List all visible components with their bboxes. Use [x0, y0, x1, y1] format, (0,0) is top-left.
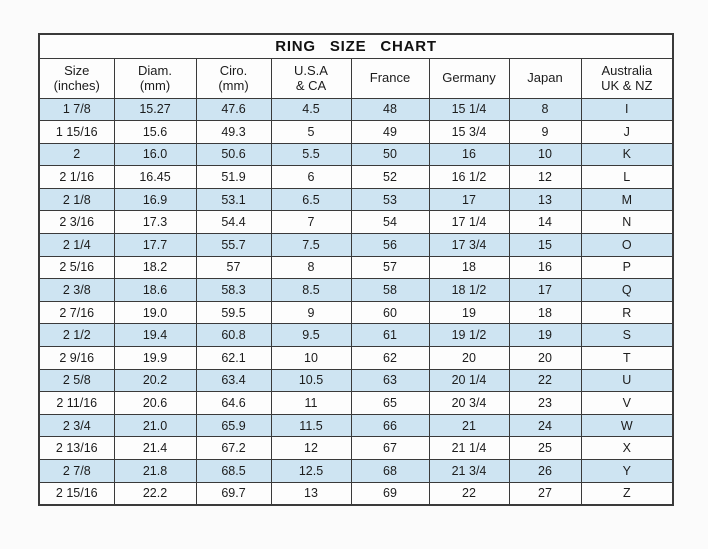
cell-australia-uk-nz: I — [581, 98, 673, 121]
cell-diameter-mm: 21.0 — [114, 414, 196, 437]
header-row — [39, 58, 673, 98]
cell-japan: 17 — [509, 279, 581, 302]
column-header-germany — [429, 58, 509, 98]
cell-france: 56 — [351, 234, 429, 257]
cell-size-inches: 2 1/16 — [39, 166, 114, 189]
cell-france: 66 — [351, 414, 429, 437]
table-row — [39, 234, 673, 257]
table-row — [39, 211, 673, 234]
cell-circumference-mm: 55.7 — [196, 234, 271, 257]
table-row — [39, 437, 673, 460]
table-row — [39, 98, 673, 121]
cell-germany: 21 1/4 — [429, 437, 509, 460]
cell-germany: 15 1/4 — [429, 98, 509, 121]
cell-japan: 19 — [509, 324, 581, 347]
cell-circumference-mm: 63.4 — [196, 369, 271, 392]
cell-france: 69 — [351, 482, 429, 505]
cell-usa-ca: 5.5 — [271, 143, 351, 166]
cell-usa-ca: 5 — [271, 121, 351, 144]
cell-circumference-mm: 47.6 — [196, 98, 271, 121]
cell-size-inches: 2 11/16 — [39, 392, 114, 415]
cell-size-inches: 2 7/8 — [39, 460, 114, 483]
cell-usa-ca: 7.5 — [271, 234, 351, 257]
cell-germany: 21 — [429, 414, 509, 437]
cell-france: 62 — [351, 347, 429, 370]
column-header-line: Australia — [601, 62, 653, 78]
cell-france: 50 — [351, 143, 429, 166]
cell-usa-ca: 10 — [271, 347, 351, 370]
cell-australia-uk-nz: M — [581, 188, 673, 211]
cell-australia-uk-nz: V — [581, 392, 673, 415]
cell-size-inches: 2 1/2 — [39, 324, 114, 347]
cell-size-inches: 2 1/4 — [39, 234, 114, 257]
cell-france: 57 — [351, 256, 429, 279]
cell-australia-uk-nz: K — [581, 143, 673, 166]
cell-japan: 26 — [509, 460, 581, 483]
column-header-line: Ciro. — [219, 62, 248, 78]
column-header-line: UK & NZ — [601, 78, 653, 93]
table-row — [39, 301, 673, 324]
cell-australia-uk-nz: Y — [581, 460, 673, 483]
cell-australia-uk-nz: R — [581, 301, 673, 324]
cell-germany: 18 — [429, 256, 509, 279]
cell-usa-ca: 6 — [271, 166, 351, 189]
table-row — [39, 324, 673, 347]
cell-australia-uk-nz: O — [581, 234, 673, 257]
title-row — [39, 34, 673, 58]
cell-usa-ca: 11 — [271, 392, 351, 415]
cell-usa-ca: 8.5 — [271, 279, 351, 302]
cell-size-inches: 2 9/16 — [39, 347, 114, 370]
column-header-line: Diam. — [138, 62, 172, 78]
cell-france: 48 — [351, 98, 429, 121]
cell-size-inches: 2 — [39, 143, 114, 166]
ring-size-table — [38, 33, 674, 506]
cell-australia-uk-nz: X — [581, 437, 673, 460]
cell-diameter-mm: 19.0 — [114, 301, 196, 324]
cell-france: 52 — [351, 166, 429, 189]
cell-japan: 20 — [509, 347, 581, 370]
cell-australia-uk-nz: S — [581, 324, 673, 347]
column-header-usa-ca — [271, 58, 351, 98]
cell-germany: 20 1/4 — [429, 369, 509, 392]
cell-diameter-mm: 16.9 — [114, 188, 196, 211]
cell-size-inches: 2 1/8 — [39, 188, 114, 211]
cell-germany: 22 — [429, 482, 509, 505]
cell-circumference-mm: 49.3 — [196, 121, 271, 144]
cell-france: 65 — [351, 392, 429, 415]
cell-usa-ca: 9 — [271, 301, 351, 324]
cell-germany: 16 — [429, 143, 509, 166]
table-row — [39, 143, 673, 166]
cell-circumference-mm: 62.1 — [196, 347, 271, 370]
cell-diameter-mm: 20.2 — [114, 369, 196, 392]
cell-usa-ca: 6.5 — [271, 188, 351, 211]
column-header-japan — [509, 58, 581, 98]
cell-circumference-mm: 51.9 — [196, 166, 271, 189]
cell-japan: 9 — [509, 121, 581, 144]
cell-germany: 19 — [429, 301, 509, 324]
cell-circumference-mm: 68.5 — [196, 460, 271, 483]
column-header-line: & CA — [295, 78, 327, 93]
cell-usa-ca: 8 — [271, 256, 351, 279]
cell-france: 54 — [351, 211, 429, 234]
cell-france: 68 — [351, 460, 429, 483]
column-header-line: (inches) — [53, 78, 100, 93]
cell-australia-uk-nz: N — [581, 211, 673, 234]
cell-germany: 17 1/4 — [429, 211, 509, 234]
cell-circumference-mm: 64.6 — [196, 392, 271, 415]
cell-japan: 12 — [509, 166, 581, 189]
table-row — [39, 188, 673, 211]
cell-size-inches: 2 15/16 — [39, 482, 114, 505]
cell-diameter-mm: 21.8 — [114, 460, 196, 483]
cell-france: 61 — [351, 324, 429, 347]
cell-australia-uk-nz: Q — [581, 279, 673, 302]
cell-japan: 24 — [509, 414, 581, 437]
cell-diameter-mm: 15.27 — [114, 98, 196, 121]
cell-australia-uk-nz: T — [581, 347, 673, 370]
cell-circumference-mm: 57 — [196, 256, 271, 279]
cell-circumference-mm: 59.5 — [196, 301, 271, 324]
cell-japan: 25 — [509, 437, 581, 460]
column-header-circumference-mm — [196, 58, 271, 98]
column-header-france — [351, 58, 429, 98]
column-header-line: (mm) — [218, 78, 249, 93]
cell-australia-uk-nz: Z — [581, 482, 673, 505]
cell-japan: 27 — [509, 482, 581, 505]
table-row — [39, 460, 673, 483]
cell-france: 60 — [351, 301, 429, 324]
cell-japan: 15 — [509, 234, 581, 257]
cell-size-inches: 2 5/8 — [39, 369, 114, 392]
cell-diameter-mm: 15.6 — [114, 121, 196, 144]
cell-diameter-mm: 17.7 — [114, 234, 196, 257]
cell-france: 67 — [351, 437, 429, 460]
column-header-line: (mm) — [139, 78, 171, 93]
cell-japan: 8 — [509, 98, 581, 121]
cell-australia-uk-nz: L — [581, 166, 673, 189]
cell-japan: 13 — [509, 188, 581, 211]
cell-germany: 18 1/2 — [429, 279, 509, 302]
cell-france: 49 — [351, 121, 429, 144]
cell-diameter-mm: 22.2 — [114, 482, 196, 505]
cell-usa-ca: 10.5 — [271, 369, 351, 392]
column-header-australia-uk-nz — [581, 58, 673, 98]
cell-diameter-mm: 16.45 — [114, 166, 196, 189]
cell-size-inches: 1 15/16 — [39, 121, 114, 144]
cell-size-inches: 2 5/16 — [39, 256, 114, 279]
column-header-line: Size — [64, 62, 90, 78]
column-header-size-inches — [39, 58, 114, 98]
column-header-line: Japan — [527, 70, 563, 86]
column-header-line: France — [369, 70, 411, 86]
cell-france: 63 — [351, 369, 429, 392]
cell-circumference-mm: 69.7 — [196, 482, 271, 505]
cell-usa-ca: 12.5 — [271, 460, 351, 483]
cell-circumference-mm: 58.3 — [196, 279, 271, 302]
table-row — [39, 482, 673, 505]
table-row — [39, 369, 673, 392]
cell-size-inches: 2 13/16 — [39, 437, 114, 460]
cell-size-inches: 1 7/8 — [39, 98, 114, 121]
table-row — [39, 121, 673, 144]
cell-usa-ca: 4.5 — [271, 98, 351, 121]
cell-germany: 17 3/4 — [429, 234, 509, 257]
cell-japan: 14 — [509, 211, 581, 234]
cell-germany: 19 1/2 — [429, 324, 509, 347]
cell-germany: 20 3/4 — [429, 392, 509, 415]
table-row — [39, 279, 673, 302]
cell-diameter-mm: 17.3 — [114, 211, 196, 234]
table-row — [39, 256, 673, 279]
cell-japan: 18 — [509, 301, 581, 324]
cell-australia-uk-nz: P — [581, 256, 673, 279]
cell-diameter-mm: 20.6 — [114, 392, 196, 415]
cell-france: 53 — [351, 188, 429, 211]
cell-size-inches: 2 3/8 — [39, 279, 114, 302]
cell-germany: 15 3/4 — [429, 121, 509, 144]
table-row — [39, 414, 673, 437]
cell-usa-ca: 7 — [271, 211, 351, 234]
cell-usa-ca: 11.5 — [271, 414, 351, 437]
table-body — [39, 98, 673, 505]
cell-japan: 16 — [509, 256, 581, 279]
cell-diameter-mm: 18.6 — [114, 279, 196, 302]
cell-diameter-mm: 19.9 — [114, 347, 196, 370]
cell-circumference-mm: 54.4 — [196, 211, 271, 234]
column-header-line: U.S.A — [294, 62, 328, 78]
cell-diameter-mm: 19.4 — [114, 324, 196, 347]
cell-circumference-mm: 50.6 — [196, 143, 271, 166]
cell-germany: 20 — [429, 347, 509, 370]
table-row — [39, 392, 673, 415]
cell-circumference-mm: 60.8 — [196, 324, 271, 347]
chart-title: RING SIZE CHART — [39, 34, 673, 58]
cell-germany: 17 — [429, 188, 509, 211]
cell-japan: 23 — [509, 392, 581, 415]
cell-germany: 21 3/4 — [429, 460, 509, 483]
table-row — [39, 166, 673, 189]
cell-japan: 10 — [509, 143, 581, 166]
cell-circumference-mm: 65.9 — [196, 414, 271, 437]
cell-circumference-mm: 67.2 — [196, 437, 271, 460]
cell-australia-uk-nz: W — [581, 414, 673, 437]
table-row — [39, 347, 673, 370]
cell-size-inches: 2 3/4 — [39, 414, 114, 437]
cell-usa-ca: 12 — [271, 437, 351, 460]
cell-usa-ca: 9.5 — [271, 324, 351, 347]
cell-france: 58 — [351, 279, 429, 302]
cell-diameter-mm: 18.2 — [114, 256, 196, 279]
cell-japan: 22 — [509, 369, 581, 392]
cell-australia-uk-nz: J — [581, 121, 673, 144]
column-header-line: Germany — [442, 70, 496, 86]
cell-diameter-mm: 21.4 — [114, 437, 196, 460]
cell-circumference-mm: 53.1 — [196, 188, 271, 211]
cell-diameter-mm: 16.0 — [114, 143, 196, 166]
cell-germany: 16 1/2 — [429, 166, 509, 189]
column-header-diameter-mm — [114, 58, 196, 98]
cell-australia-uk-nz: U — [581, 369, 673, 392]
cell-usa-ca: 13 — [271, 482, 351, 505]
cell-size-inches: 2 3/16 — [39, 211, 114, 234]
cell-size-inches: 2 7/16 — [39, 301, 114, 324]
